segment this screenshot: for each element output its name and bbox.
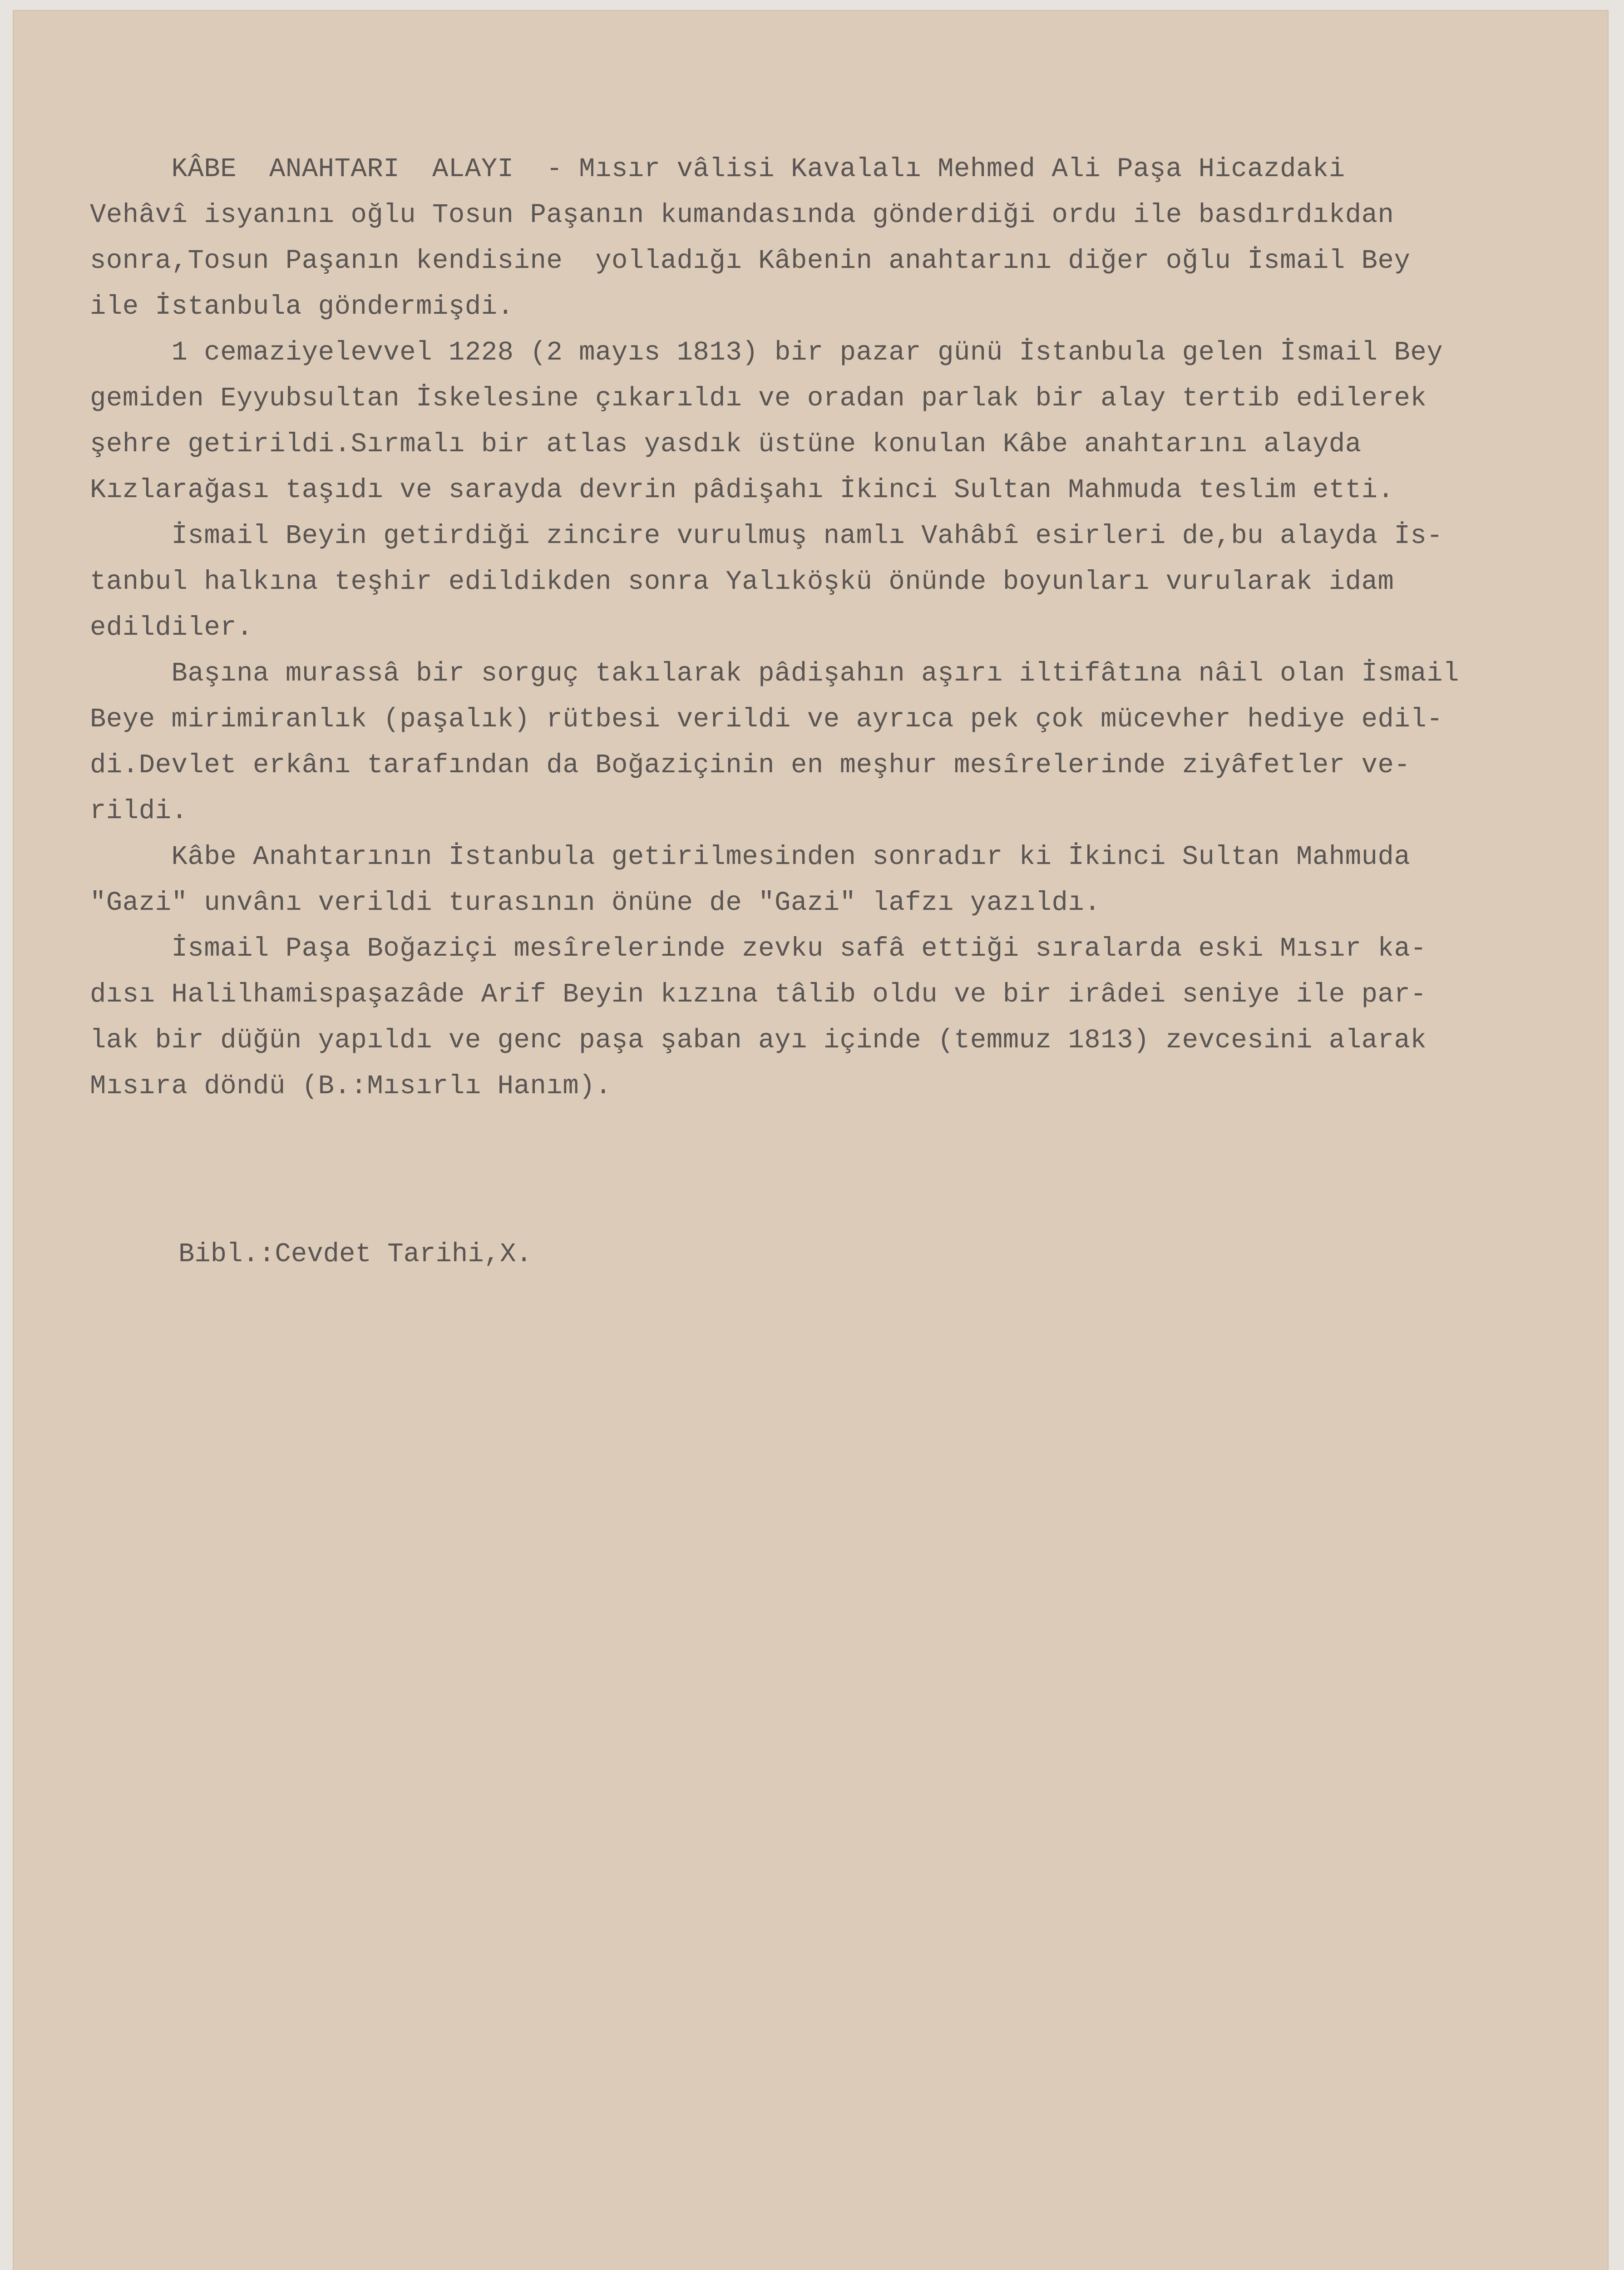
text-line: sonra,Tosun Paşanın kendisine yolladığı Kâbenin anahtarını diğer oğlu İsmail Bey — [90, 246, 1411, 276]
text-line: tanbul halkına teşhir edildikden sonra Yalıköşkü önünde boyunları vurularak idam — [90, 567, 1394, 597]
text-line: "Gazi" unvânı verildi turasının önüne de "Gazi" lafzı yazıldı. — [90, 888, 1101, 918]
text-line: KÂBE ANAHTARI ALAYI - Mısır vâlisi Kavalalı Mehmed Ali Paşa Hicazdaki — [90, 154, 1345, 184]
text-line: rildi. — [90, 796, 188, 826]
text-line: gemiden Eyyubsultan İskelesine çıkarıldı ve oradan parlak bir alay tertib edilerek — [90, 383, 1427, 414]
paper-sheet — [13, 10, 1609, 2270]
text-line: şehre getirildi.Sırmalı bir atlas yasdık üstüne konulan Kâbe anahtarını alayda — [90, 429, 1362, 459]
text-line: Vehâvî isyanını oğlu Tosun Paşanın kumandasında gönderdiği ordu ile basdırdıkdan — [90, 200, 1394, 230]
text-line: Kızlarağası taşıdı ve sarayda devrin pâdişahı İkinci Sultan Mahmuda teslim etti. — [90, 475, 1394, 505]
text-line: Başına murassâ bir sorguç takılarak pâdişahın aşırı iltifâtına nâil olan İsmail — [90, 658, 1460, 689]
text-line: ile İstanbula göndermişdi. — [90, 291, 514, 322]
text-line: 1 cemaziyelevvel 1228 (2 mayıs 1813) bir pazar günü İstanbula gelen İsmail Bey — [90, 337, 1443, 368]
text-line: Kâbe Anahtarının İstanbula getirilmesinden sonradır ki İkinci Sultan Mahmuda — [90, 842, 1411, 872]
bibliography: Bibl.:Cevdet Tarihi,X. — [178, 1239, 532, 1269]
text-line: lak bir düğün yapıldı ve genc paşa şaban ayı içinde (temmuz 1813) zevcesini alarak — [90, 1025, 1427, 1056]
text-line: di.Devlet erkânı tarafından da Boğaziçinin en meşhur mesîrelerinde ziyâfetler ve- — [90, 750, 1411, 780]
typewritten-text — [90, 146, 1609, 1109]
text-line: İsmail Paşa Boğaziçi mesîrelerinde zevku safâ ettiği sıralarda eski Mısır ka- — [90, 933, 1427, 964]
text-line: dısı Halilhamispaşazâde Arif Beyin kızına tâlib oldu ve bir irâdei seniye ile par- — [90, 979, 1427, 1010]
text-line: edildiler. — [90, 612, 253, 643]
text-line: İsmail Beyin getirdiği zincire vurulmuş namlı Vahâbî esirleri de,bu alayda İs- — [90, 521, 1443, 551]
text-line: Mısıra döndü (B.:Mısırlı Hanım). — [90, 1071, 612, 1101]
text-line: Beye mirimiranlık (paşalık) rütbesi verildi ve ayrıca pek çok mücevher hediye edil- — [90, 704, 1443, 735]
